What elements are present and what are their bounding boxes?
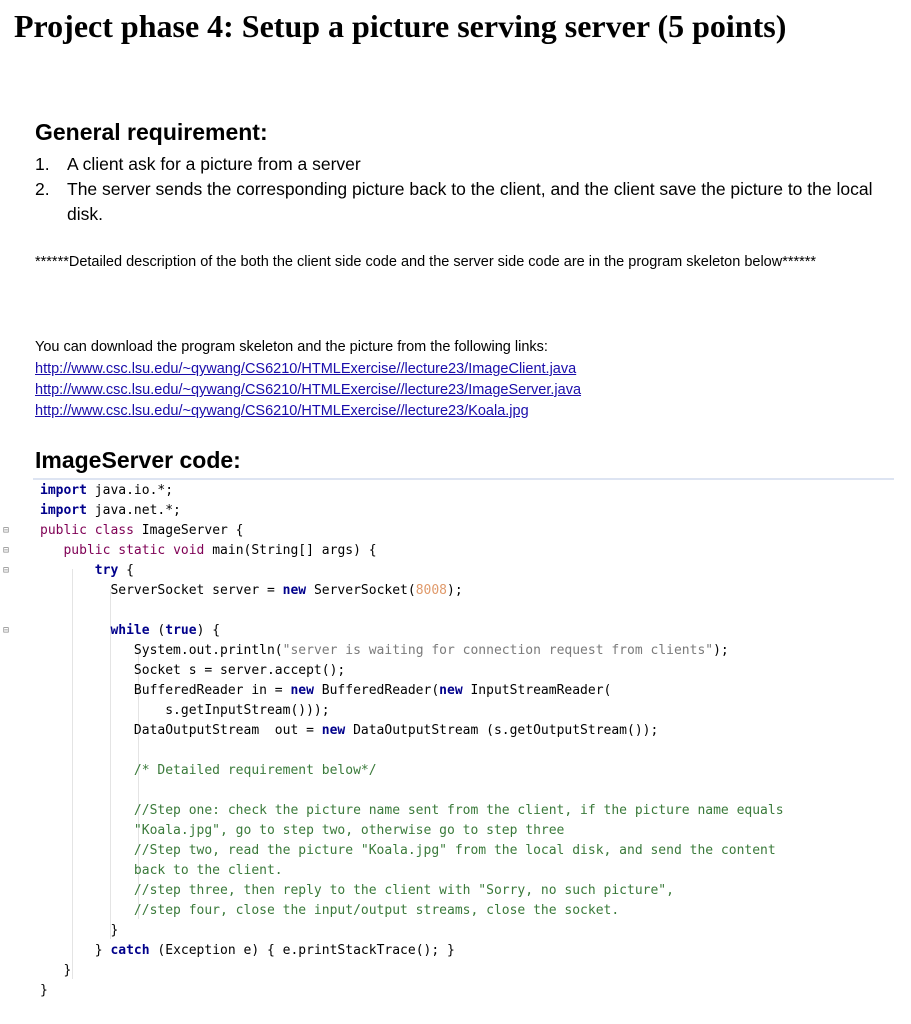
list-number: 1.: [35, 154, 50, 174]
code-line: ServerSocket server = new ServerSocket(8008);: [40, 583, 463, 598]
detail-note: ******Detailed description of the both the client side code and the server side code are in the program skeleton below******: [35, 254, 817, 270]
fold-marker-icon: ⊟: [3, 565, 10, 576]
code-line: }: [40, 983, 48, 998]
image-server-link[interactable]: http://www.csc.lsu.edu/~qywang/CS6210/HTMLExercise//lecture23/ImageServer.java: [35, 382, 582, 398]
list-number: 2.: [35, 179, 50, 199]
image-server-code-heading: ImageServer code:: [35, 447, 241, 473]
code-listing: [40, 481, 784, 1001]
code-line: /* Detailed requirement below*/: [40, 763, 377, 778]
requirement-list: [35, 152, 885, 227]
list-item-text: A client ask for a picture from a server: [67, 154, 361, 174]
code-line: [40, 601, 784, 621]
code-line: import java.io.*;: [40, 483, 174, 498]
general-requirement-heading: General requirement:: [35, 119, 268, 145]
code-gutter: [0, 481, 12, 1001]
code-line: //step three, then reply to the client with "Sorry, no such picture",: [40, 883, 674, 898]
code-line: //Step one: check the picture name sent from the client, if the picture name equals: [40, 803, 784, 818]
code-line: //step four, close the input/output streams, close the socket.: [40, 903, 620, 918]
code-line: Socket s = server.accept();: [40, 663, 346, 678]
code-line: back to the client.: [40, 863, 283, 878]
code-line: System.out.println("server is waiting for connection request from clients");: [40, 643, 729, 658]
download-links: [35, 359, 581, 422]
download-intro: You can download the program skeleton and the picture from the following links:: [35, 339, 548, 355]
fold-marker-icon: ⊟: [3, 545, 10, 556]
code-line: }: [40, 923, 119, 938]
code-line: s.getInputStream()));: [40, 703, 330, 718]
list-item: [35, 152, 885, 177]
code-line: "Koala.jpg", go to step two, otherwise go to step three: [40, 823, 565, 838]
code-line: } catch (Exception e) { e.printStackTrace(); }: [40, 943, 455, 958]
code-line: DataOutputStream out = new DataOutputStream (s.getOutputStream());: [40, 723, 659, 738]
image-client-link[interactable]: http://www.csc.lsu.edu/~qywang/CS6210/HTMLExercise//lecture23/ImageClient.java: [35, 361, 577, 377]
code-line: }: [40, 963, 72, 978]
code-line: public static void main(String[] args) {: [63, 543, 377, 558]
list-item: [35, 177, 885, 227]
fold-marker-icon: ⊟: [3, 625, 10, 636]
code-line: [40, 741, 784, 761]
code-line: import java.net.*;: [40, 503, 181, 518]
code-line: BufferedReader in = new BufferedReader(new InputStreamReader(: [40, 683, 612, 698]
list-item-text: The server sends the corresponding picture back to the client, and the client save the picture to the local disk.: [67, 179, 873, 224]
fold-marker-icon: ⊟: [3, 525, 10, 536]
code-line: //Step two, read the picture "Koala.jpg" from the local disk, and send the content: [40, 843, 776, 858]
code-line: try {: [94, 563, 134, 578]
code-line: while (true) {: [110, 623, 221, 638]
page-title: Project phase 4: Setup a picture serving server (5 points): [14, 8, 787, 44]
code-line: public class ImageServer {: [40, 523, 244, 538]
code-line: [40, 781, 784, 801]
koala-image-link[interactable]: http://www.csc.lsu.edu/~qywang/CS6210/HTMLExercise//lecture23/Koala.jpg: [35, 403, 529, 419]
